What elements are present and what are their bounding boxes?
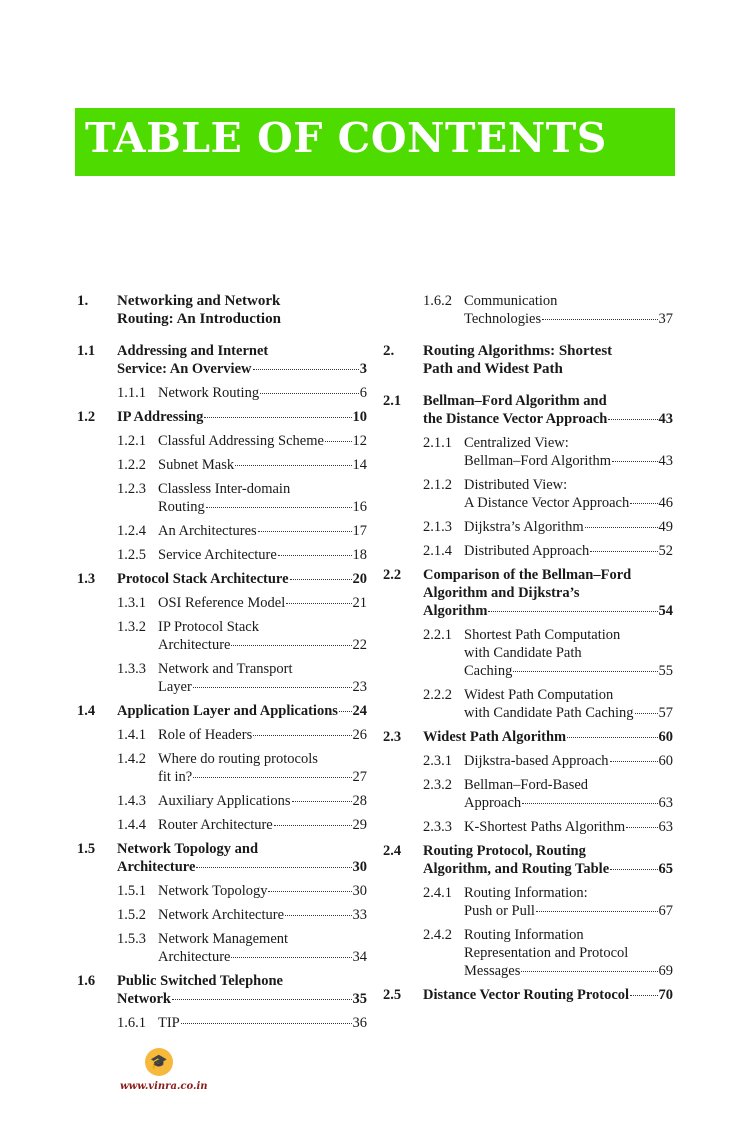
entry-title: Algorithm <box>423 603 488 619</box>
entry-number: 2.2.2 <box>423 687 452 703</box>
page-number: 43 <box>658 411 673 427</box>
entry-title: Bellman–Ford-Based <box>464 777 589 793</box>
entry-title: Routing Information <box>464 927 584 943</box>
dot-leader <box>567 737 657 738</box>
entry-number: 1.3.1 <box>117 595 146 611</box>
entry-title: Layer <box>158 679 192 695</box>
entry-number: 1.2 <box>77 409 96 425</box>
entry-title: Technologies <box>464 311 542 327</box>
entry-title: Application Layer and Applications <box>117 703 338 719</box>
page-number: 34 <box>352 949 367 965</box>
entry-title: Dijkstra’s Algorithm <box>464 519 584 535</box>
graduation-cap-icon: 🎓 <box>145 1048 173 1076</box>
entry-number: 2.1 <box>383 393 402 409</box>
entry-title: Path and Widest Path <box>423 361 563 377</box>
dot-leader <box>612 461 657 462</box>
toc-entry-sub[interactable] <box>77 1014 367 1032</box>
entry-title: OSI Reference Model <box>158 595 286 611</box>
toc-entry-section[interactable] <box>77 840 367 876</box>
page-number: 24 <box>352 703 367 719</box>
toc-entry-sub[interactable] <box>383 518 673 536</box>
dot-leader <box>290 579 352 580</box>
entry-title: fit in? <box>158 769 193 785</box>
entry-title: Push or Pull <box>464 903 535 919</box>
page-title: TABLE OF CONTENTS <box>85 114 607 162</box>
entry-title: Protocol Stack Architecture <box>117 571 289 587</box>
page-number: 21 <box>352 595 367 611</box>
page-number: 52 <box>658 543 673 559</box>
entry-title: Comparison of the Bellman–Ford <box>423 567 632 583</box>
entry-number: 1.2.1 <box>117 433 146 449</box>
toc-entry-sub[interactable] <box>77 930 367 966</box>
dot-leader <box>235 465 351 466</box>
page-number: 63 <box>658 819 673 835</box>
entry-title: with Candidate Path <box>464 645 582 661</box>
dot-leader <box>172 999 352 1000</box>
entry-number: 1.5.3 <box>117 931 146 947</box>
entry-number: 2.4 <box>383 843 402 859</box>
entry-title: Network <box>117 991 171 1007</box>
dot-leader <box>196 867 351 868</box>
entry-number: 1.5.2 <box>117 907 146 923</box>
dot-leader <box>231 645 351 646</box>
entry-number: 2.4.2 <box>423 927 452 943</box>
toc-entry-sub[interactable] <box>77 618 367 654</box>
page-number: 46 <box>658 495 673 511</box>
entry-number: 2.4.1 <box>423 885 452 901</box>
entry-title: Routing Information: <box>464 885 588 901</box>
toc-entry-sub[interactable] <box>77 660 367 696</box>
toc-right-column <box>383 292 673 1010</box>
page-number: 30 <box>352 883 367 899</box>
page-number: 29 <box>352 817 367 833</box>
toc-left-column <box>77 292 367 1038</box>
toc-entry-sub[interactable] <box>77 816 367 834</box>
page-number: 55 <box>658 663 673 679</box>
entry-number: 1.1.1 <box>117 385 146 401</box>
dot-leader <box>285 915 351 916</box>
entry-title: Classless Inter-domain <box>158 481 291 497</box>
toc-entry-sub[interactable] <box>383 884 673 920</box>
page-number: 67 <box>658 903 673 919</box>
entry-title: TIP <box>158 1015 180 1031</box>
entry-number: 2.3.3 <box>423 819 452 835</box>
dot-leader <box>585 527 658 528</box>
page-number: 14 <box>352 457 367 473</box>
entry-number: 1.2.3 <box>117 481 146 497</box>
entry-title: Algorithm and Dijkstra’s <box>423 585 580 601</box>
entry-title: Distributed View: <box>464 477 568 493</box>
page-number: 57 <box>658 705 673 721</box>
entry-number: 1. <box>77 293 89 309</box>
toc-entry-sub[interactable] <box>383 476 673 512</box>
page-number: 3 <box>359 361 367 377</box>
toc-entry-chapter[interactable] <box>77 292 367 328</box>
dot-leader <box>630 995 657 996</box>
toc-entry-sub[interactable] <box>77 792 367 810</box>
entry-number: 1.6.2 <box>423 293 452 309</box>
page-number: 27 <box>352 769 367 785</box>
entry-title: Architecture <box>158 949 231 965</box>
entry-title: Auxiliary Applications <box>158 793 291 809</box>
dot-leader <box>635 713 658 714</box>
dot-leader <box>536 911 658 912</box>
entry-number: 2.1.4 <box>423 543 452 559</box>
page-number: 35 <box>352 991 367 1007</box>
page-number: 65 <box>658 861 673 877</box>
dot-leader <box>253 369 359 370</box>
toc-entry-sub[interactable] <box>77 594 367 612</box>
page-number: 22 <box>352 637 367 653</box>
page-number: 36 <box>352 1015 367 1031</box>
dot-leader <box>268 891 351 892</box>
entry-title: A Distance Vector Approach <box>464 495 630 511</box>
dot-leader <box>206 507 352 508</box>
entry-title: Role of Headers <box>158 727 253 743</box>
toc-entry-section[interactable] <box>383 728 673 746</box>
entry-title: An Architectures <box>158 523 257 539</box>
page-number: 30 <box>352 859 367 875</box>
entry-title: Dijkstra-based Approach <box>464 753 609 769</box>
entry-number: 2.3.2 <box>423 777 452 793</box>
entry-number: 1.4.1 <box>117 727 146 743</box>
entry-title: Bellman–Ford Algorithm <box>464 453 612 469</box>
dot-leader <box>630 503 657 504</box>
entry-number: 2.1.3 <box>423 519 452 535</box>
toc-entry-section[interactable] <box>383 392 673 428</box>
dot-leader <box>590 551 657 552</box>
page-number: 70 <box>658 987 673 1003</box>
entry-number: 1.1 <box>77 343 96 359</box>
dot-leader <box>286 603 351 604</box>
dot-leader <box>325 441 352 442</box>
entry-title: Distributed Approach <box>464 543 590 559</box>
entry-number: 1.6 <box>77 973 96 989</box>
entry-title: K-Shortest Paths Algorithm <box>464 819 626 835</box>
toc-entry-sub[interactable] <box>77 546 367 564</box>
entry-title: IP Protocol Stack <box>158 619 259 635</box>
toc-entry-sub[interactable] <box>383 776 673 812</box>
dot-leader <box>292 801 352 802</box>
dot-leader <box>253 735 351 736</box>
page-number: 6 <box>359 385 367 401</box>
toc-entry-sub[interactable] <box>77 906 367 924</box>
entry-title: Widest Path Computation <box>464 687 614 703</box>
toc-entry-sub[interactable] <box>383 626 673 680</box>
entry-number: 2.1.1 <box>423 435 452 451</box>
entry-number: 2.5 <box>383 987 402 1003</box>
toc-entry-section[interactable] <box>77 702 367 720</box>
entry-number: 1.3.3 <box>117 661 146 677</box>
entry-title: Representation and Protocol <box>464 945 629 961</box>
entry-title: Public Switched Telephone <box>117 973 283 989</box>
entry-title: Centralized View: <box>464 435 569 451</box>
toc-entry-sub[interactable] <box>383 542 673 560</box>
dot-leader <box>258 531 352 532</box>
toc-entry-section[interactable] <box>383 566 673 620</box>
dot-leader <box>610 761 658 762</box>
entry-title: Distance Vector Routing Protocol <box>423 987 630 1003</box>
toc-entry-sub[interactable] <box>383 752 673 770</box>
toc-entry-section[interactable] <box>383 986 673 1004</box>
entry-number: 1.2.5 <box>117 547 146 563</box>
page-number: 12 <box>352 433 367 449</box>
dot-leader <box>231 957 351 958</box>
entry-title: Shortest Path Computation <box>464 627 621 643</box>
page-number: 16 <box>352 499 367 515</box>
entry-title: IP Addressing <box>117 409 204 425</box>
entry-number: 1.4.3 <box>117 793 146 809</box>
entry-number: 2.1.2 <box>423 477 452 493</box>
entry-number: 1.6.1 <box>117 1015 146 1031</box>
entry-title: Network Management <box>158 931 289 947</box>
entry-title: Communication <box>464 293 558 309</box>
page-number: 63 <box>658 795 673 811</box>
toc-entry-sub[interactable] <box>77 456 367 474</box>
toc-entry-section[interactable] <box>77 408 367 426</box>
entry-title: Service: An Overview <box>117 361 252 377</box>
dot-leader <box>488 611 657 612</box>
entry-title: Caching <box>464 663 513 679</box>
toc-entry-sub[interactable] <box>383 292 673 328</box>
entry-number: 2.3 <box>383 729 402 745</box>
dot-leader <box>513 671 657 672</box>
dot-leader <box>521 971 657 972</box>
dot-leader <box>274 825 352 826</box>
entry-number: 1.4.2 <box>117 751 146 767</box>
footer-url[interactable]: www.vinra.co.in <box>120 1081 208 1092</box>
entry-title: Routing Algorithms: Shortest <box>423 343 613 359</box>
toc-entry-sub[interactable] <box>77 432 367 450</box>
toc-entry-sub[interactable] <box>77 726 367 744</box>
page-number: 23 <box>352 679 367 695</box>
entry-title: Routing Protocol, Routing <box>423 843 586 859</box>
entry-number: 2. <box>383 343 395 359</box>
page-number: 18 <box>352 547 367 563</box>
entry-title: Architecture <box>158 637 231 653</box>
toc-entry-sub[interactable] <box>77 522 367 540</box>
entry-title: Where do routing protocols <box>158 751 318 767</box>
toc-entry-sub[interactable] <box>383 818 673 836</box>
toc-entry-sub[interactable] <box>383 686 673 722</box>
toc-entry-sub[interactable] <box>77 480 367 516</box>
page-number: 60 <box>658 729 673 745</box>
dot-leader <box>542 319 657 320</box>
entry-title: Networking and Network <box>117 293 281 309</box>
dot-leader <box>204 417 351 418</box>
entry-title: Network and Transport <box>158 661 293 677</box>
dot-leader <box>608 419 657 420</box>
dot-leader <box>181 1023 352 1024</box>
page-number: 69 <box>658 963 673 979</box>
entry-number: 1.4.4 <box>117 817 146 833</box>
entry-number: 2.2.1 <box>423 627 452 643</box>
dot-leader <box>522 803 657 804</box>
entry-title: Routing <box>158 499 205 515</box>
entry-title: Network Routing <box>158 385 260 401</box>
toc-entry-sub[interactable] <box>77 384 367 402</box>
dot-leader <box>193 777 351 778</box>
entry-number: 1.5.1 <box>117 883 146 899</box>
page-number: 26 <box>352 727 367 743</box>
dot-leader <box>260 393 359 394</box>
toc-entry-section[interactable] <box>77 570 367 588</box>
entry-number: 1.2.2 <box>117 457 146 473</box>
entry-title: Router Architecture <box>158 817 273 833</box>
entry-title: Approach <box>464 795 522 811</box>
entry-number: 2.2 <box>383 567 402 583</box>
page-number: 54 <box>658 603 673 619</box>
toc-entry-sub[interactable] <box>383 434 673 470</box>
toc-entry-section[interactable] <box>77 972 367 1008</box>
entry-title: with Candidate Path Caching <box>464 705 634 721</box>
entry-number: 1.4 <box>77 703 96 719</box>
entry-title: Widest Path Algorithm <box>423 729 567 745</box>
entry-number: 1.2.4 <box>117 523 146 539</box>
entry-title: Classful Addressing Scheme <box>158 433 324 449</box>
entry-title: Algorithm, and Routing Table <box>423 861 610 877</box>
page-number: 49 <box>658 519 673 535</box>
toc-entry-sub[interactable] <box>383 926 673 980</box>
entry-title: Subnet Mask <box>158 457 235 473</box>
page-number: 33 <box>352 907 367 923</box>
entry-title: Addressing and Internet <box>117 343 269 359</box>
toc-entry-section[interactable] <box>77 342 367 378</box>
entry-title: Messages <box>464 963 521 979</box>
toc-entry-sub[interactable] <box>77 882 367 900</box>
entry-number: 1.3.2 <box>117 619 146 635</box>
toc-entry-section[interactable] <box>383 842 673 878</box>
page-number: 37 <box>658 311 673 327</box>
dot-leader <box>339 711 352 712</box>
dot-leader <box>278 555 352 556</box>
page-number: 28 <box>352 793 367 809</box>
entry-title: Bellman–Ford Algorithm and <box>423 393 607 409</box>
toc-banner <box>75 108 675 176</box>
entry-title: Service Architecture <box>158 547 277 563</box>
toc-entry-chapter[interactable] <box>383 342 673 378</box>
entry-title: Network Topology <box>158 883 268 899</box>
entry-title: Routing: An Introduction <box>117 311 281 327</box>
entry-title: the Distance Vector Approach <box>423 411 608 427</box>
entry-number: 2.3.1 <box>423 753 452 769</box>
page-number: 20 <box>352 571 367 587</box>
toc-entry-sub[interactable] <box>77 750 367 786</box>
dot-leader <box>626 827 657 828</box>
page-number: 43 <box>658 453 673 469</box>
page-number: 60 <box>658 753 673 769</box>
entry-title: Network Architecture <box>158 907 285 923</box>
dot-leader <box>193 687 352 688</box>
dot-leader <box>610 869 657 870</box>
page-number: 10 <box>352 409 367 425</box>
entry-number: 1.5 <box>77 841 96 857</box>
entry-number: 1.3 <box>77 571 96 587</box>
entry-title: Architecture <box>117 859 196 875</box>
page-number: 17 <box>352 523 367 539</box>
entry-title: Network Topology and <box>117 841 259 857</box>
